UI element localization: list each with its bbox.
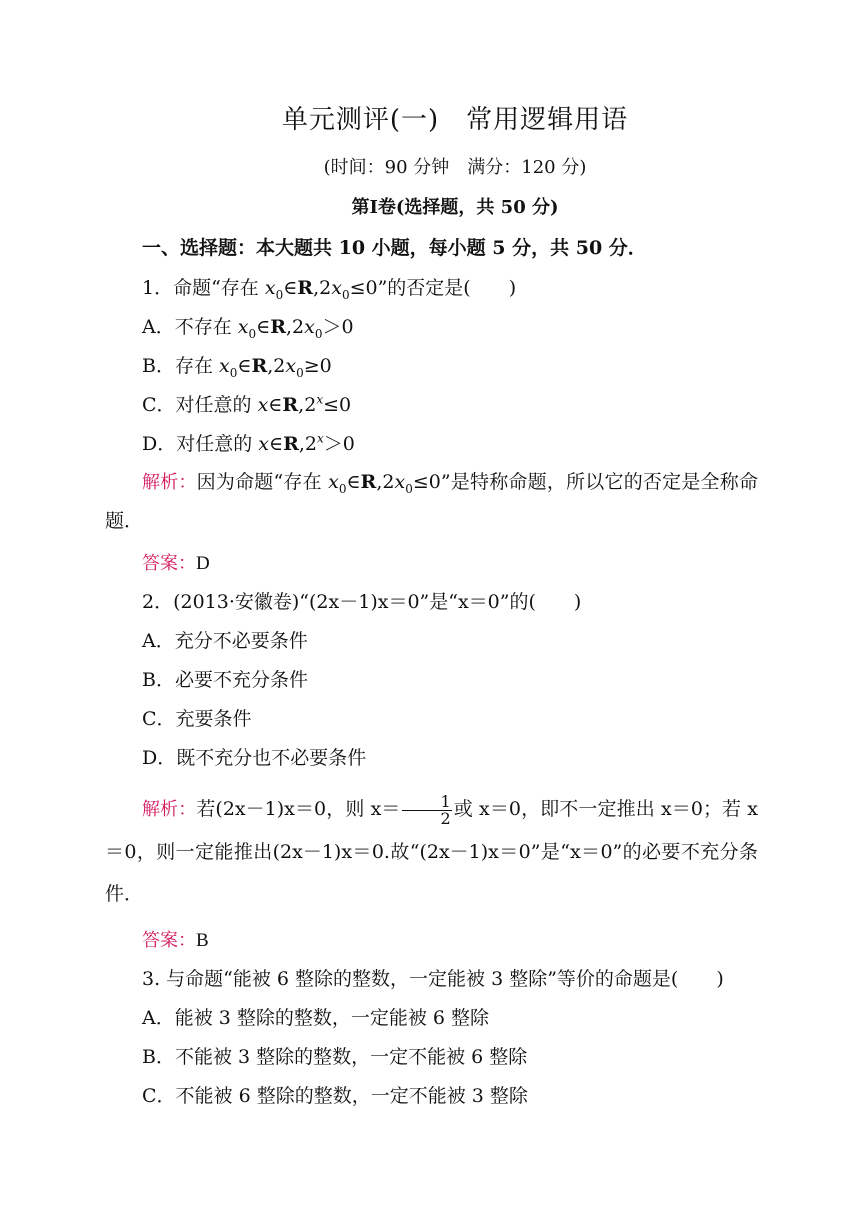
section-heading: 一、选择题：本大题共 10 小题，每小题 5 分，共 50 分． (142, 237, 647, 259)
question-1-option-d: D．对任意的 $x\in R,2^x>0$ (142, 431, 355, 455)
question-1-stem: 1．命题“存在 $x_0\in R,2x_0\le 0$”的否定是( ) (142, 277, 517, 302)
analysis-label: 解析： (142, 799, 197, 820)
page-title: 单元测评(一) 常用逻辑用语 (281, 105, 629, 135)
answer-label: 答案： (142, 930, 196, 951)
analysis-label: 解析： (142, 472, 197, 493)
question-2-option-d: D．既不充分也不必要条件 (142, 747, 367, 769)
fraction-one-half: $\frac{1}{2}$ (402, 794, 451, 827)
question-1-option-c: C．对任意的 $x\in R,2^x\le 0$ (142, 392, 352, 416)
volume-heading: 第Ⅰ卷(选择题，共 50 分) (351, 197, 559, 218)
question-1-answer: 答案：D (142, 553, 210, 574)
question-1-option-a: A．不存在 $x_0\in R,2x_0>0$ (142, 316, 354, 341)
question-2-option-b: B．必要不充分条件 (142, 669, 308, 691)
answer-label: 答案： (142, 553, 196, 574)
question-3-stem: 3. 与命题“能被 6 整除的整数，一定能被 3 整除”等价的命题是( ) (142, 968, 724, 990)
question-1-option-b: B．存在 $x_0\in R,2x_0\ge 0$ (142, 355, 332, 380)
question-2-option-c: C．充要条件 (142, 708, 252, 730)
question-3-option-a: A．能被 3 整除的整数，一定能被 6 整除 (142, 1007, 490, 1029)
question-2-answer: 答案：B (142, 930, 209, 951)
question-1-analysis: 解析：因为命题“存在 $x_0\in R,2x_0\le 0$”是特称命题，所以它的否定是全称命题． (105, 471, 758, 532)
question-3-option-b: B．不能被 3 整除的整数，一定不能被 6 整除 (142, 1046, 528, 1068)
question-2-option-a: A．充分不必要条件 (142, 630, 308, 652)
question-2-stem: 2．(2013·安徽卷)“(2x－1)x＝0”是“x＝0”的( ) (142, 591, 582, 613)
question-2-analysis: 解析：若(2x－1)x＝0，则 x＝ $\frac{1}{2}$ 或 x＝0，即不一定推出 x＝0；若 x＝0，则一定能推出(2x－1)x＝0.故“(2x－1)x＝0”是“x＝0”的必要不充分条件． (105, 791, 759, 905)
exam-info: (时间：90 分钟 满分：120 分) (323, 157, 587, 178)
question-3-option-c: C．不能被 6 整除的整数，一定不能被 3 整除 (142, 1085, 528, 1107)
